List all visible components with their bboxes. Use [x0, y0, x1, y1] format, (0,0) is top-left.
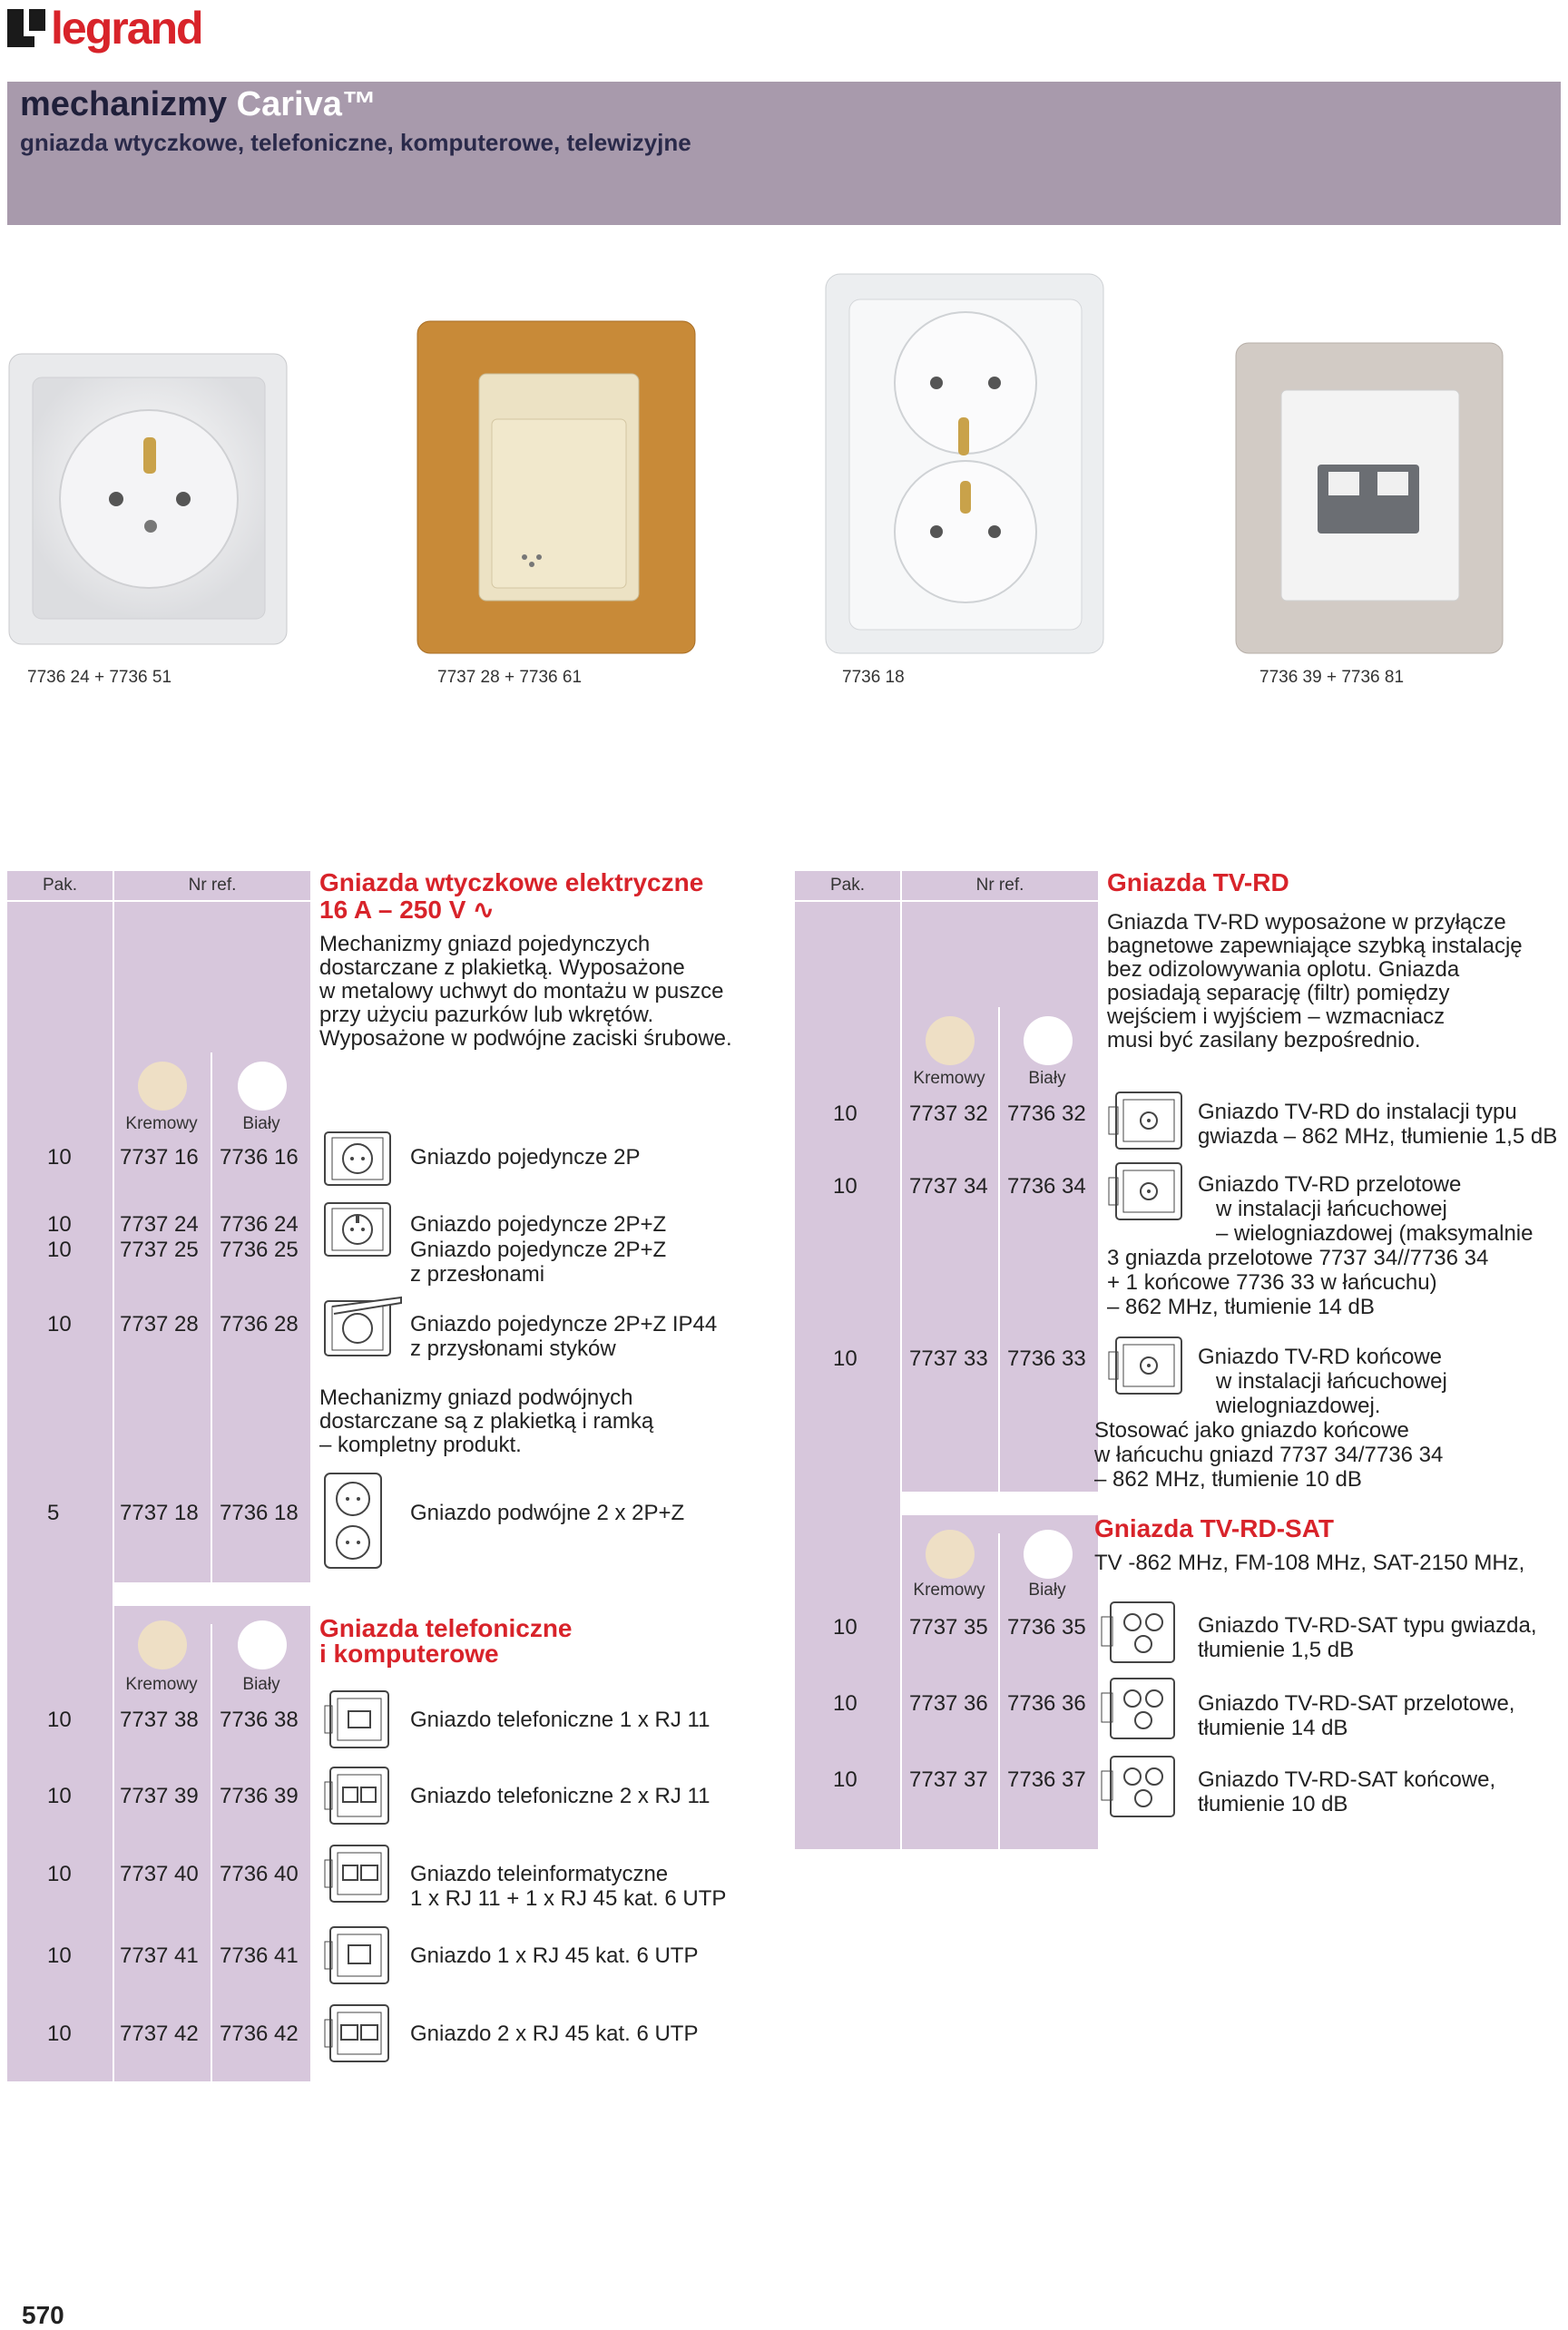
color-swatch-white — [238, 1620, 287, 1669]
product-photo-socket-white — [7, 336, 296, 655]
color-label-white: Biały — [242, 1675, 280, 1694]
brand-name: Cariva™ — [236, 85, 377, 123]
tv-socket-icon — [1107, 1087, 1185, 1154]
rj11-socket-icon — [323, 1684, 396, 1753]
section-title: Gniazda TV-RD-SAT — [1094, 1514, 1334, 1542]
tv-sat-socket-through-icon — [1098, 1671, 1180, 1744]
tv-sat-socket-end-icon — [1098, 1749, 1180, 1822]
double-socket-intro: Mechanizmy gniazd podwójnych dostarczane są z plakietką i ramką – kompletny produkt. — [319, 1385, 654, 1457]
product-caption: 7736 24 + 7736 51 — [27, 668, 172, 687]
rj11-double-socket-icon — [323, 1760, 396, 1829]
section-title: i komputerowe — [319, 1640, 499, 1668]
color-label-white: Biały — [1028, 1581, 1066, 1600]
color-label-cream: Kremowy — [125, 1114, 198, 1133]
product-caption: 7736 18 — [842, 668, 905, 687]
color-swatch-cream — [138, 1620, 187, 1669]
tv-socket-end-icon — [1107, 1332, 1185, 1399]
legrand-logo — [7, 4, 202, 53]
page-number: 570 — [22, 2301, 64, 2329]
color-swatch-white — [1024, 1016, 1073, 1065]
ac-icon: ∿ — [466, 896, 495, 924]
tv-socket-through-icon — [1107, 1158, 1185, 1225]
section-title: Gniazda wtyczkowe elektryczne — [319, 868, 704, 896]
color-label-cream: Kremowy — [125, 1675, 198, 1694]
color-swatch-cream — [926, 1530, 975, 1579]
section-intro: Gniazda TV-RD wyposażone w przyłącze bagnetowe zapewniające szybką instalację bez odizolowywania oplotu. Gniazda posiadają separację (filtr) pomiędzy wejściem i wyjściem – wzmacniacz musi być zasilany bezpośrednio. — [1107, 910, 1523, 1052]
socket-ip44-icon — [323, 1292, 405, 1361]
pak-header: Pak. — [7, 871, 113, 900]
section-title-rating: 16 A – 250 V ∿ — [319, 896, 495, 924]
color-swatch-cream — [926, 1016, 975, 1065]
product-photo-double-socket — [824, 272, 1107, 655]
section-title: Gniazda telefoniczne — [319, 1614, 573, 1642]
rj45-socket-icon — [323, 1920, 396, 1989]
product-caption: 7736 39 + 7736 81 — [1259, 668, 1405, 687]
product-caption: 7737 28 + 7736 61 — [437, 668, 583, 687]
color-label-cream: Kremowy — [913, 1581, 985, 1600]
color-label-cream: Kremowy — [913, 1069, 985, 1088]
section-intro: TV -862 MHz, FM-108 MHz, SAT-2150 MHz, — [1094, 1551, 1525, 1575]
section-title: Gniazda TV-RD — [1107, 868, 1289, 896]
logo-text: legrand — [51, 3, 202, 54]
color-label-white: Biały — [1028, 1069, 1066, 1088]
rj45-double-socket-icon — [323, 1998, 396, 2067]
tv-sat-socket-icon — [1098, 1595, 1180, 1668]
section-intro: Mechanizmy gniazd pojedynczych dostarczane z plakietką. Wyposażone w metalowy uchwyt do montażu w puszce przy użyciu pazurków lub wkrętów. Wyposażone w podwójne zaciski śrubowe. — [319, 932, 732, 1051]
page-subtitle: gniazda wtyczkowe, telefoniczne, komputerowe, telewizyjne — [20, 129, 691, 156]
ref-header: Nr ref. — [114, 871, 310, 900]
color-swatch-cream — [138, 1062, 187, 1111]
ref-header: Nr ref. — [902, 871, 1098, 900]
legrand-logo-icon — [7, 9, 45, 47]
product-photo-rj-socket — [1234, 341, 1506, 657]
socket-2p-icon — [323, 1127, 396, 1190]
color-label-white: Biały — [242, 1114, 280, 1133]
page-title: mechanizmy Cariva™ — [20, 85, 377, 123]
product-photo-socket-ip44 — [416, 319, 699, 657]
rj11-rj45-socket-icon — [323, 1838, 396, 1907]
color-swatch-white — [1024, 1530, 1073, 1579]
color-swatch-white — [238, 1062, 287, 1111]
pak-column — [7, 902, 113, 2081]
double-socket-icon — [323, 1472, 387, 1571]
socket-2pz-icon — [323, 1198, 396, 1261]
pak-header: Pak. — [795, 871, 900, 900]
